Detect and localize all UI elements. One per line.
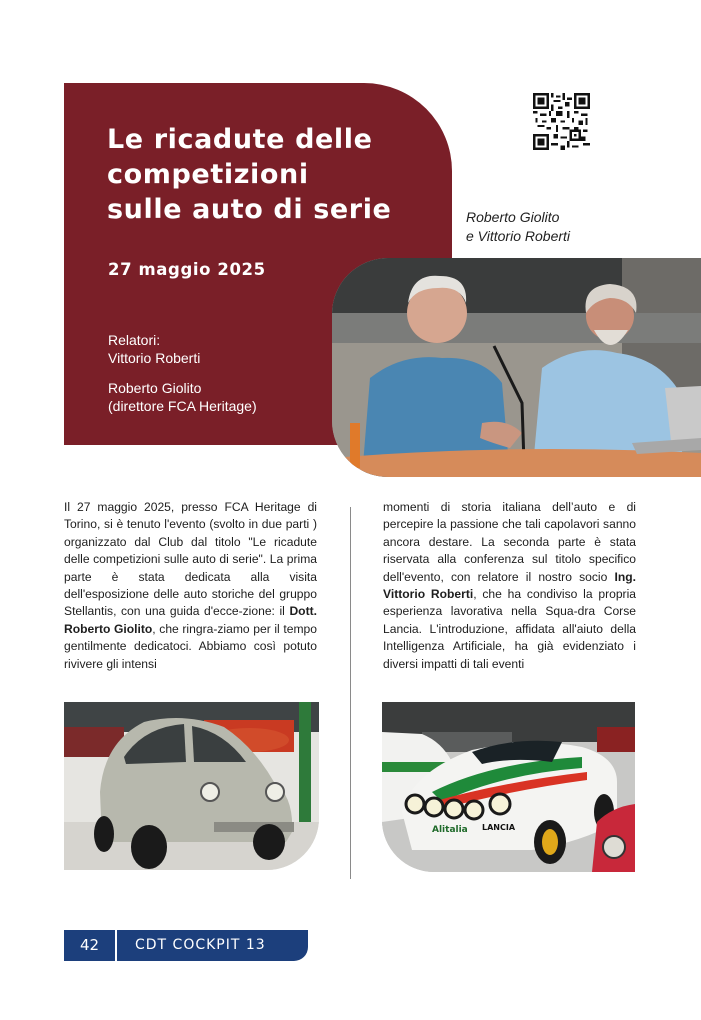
article-right-bold: Ing. Vittorio Roberti <box>383 569 636 602</box>
stratos-brand-text: LANCIA <box>482 823 516 832</box>
page-number: 42 <box>64 930 115 961</box>
title-line-2: competizioni <box>107 159 309 190</box>
conference-photo <box>332 258 701 477</box>
speaker-giolito: Roberto Giolito <box>108 380 202 396</box>
article-column-left <box>64 499 317 673</box>
column-divider <box>350 507 351 879</box>
author-2: e Vittorio Roberti <box>466 228 571 244</box>
lancia-stratos-photo <box>382 702 635 872</box>
speaker-giolito-role: (direttore FCA Heritage) <box>108 398 257 414</box>
article-left-text-1: Il 27 maggio 2025, presso FCA Heritage di Torino, si è tenuto l'evento (svolto in due parti ) organizzato dal Club dal titolo "Le ricadute delle competizioni sulle auto di serie". La prima parte è stata dedicata alla visita dell'esposizione delle auto storiche del gruppo Stellantis, con una guida d'ecce-zione: il <box>64 500 317 619</box>
speakers-block <box>108 331 338 427</box>
article-column-right <box>383 499 636 673</box>
magazine-name: CDT COCKPIT 13 <box>117 930 308 961</box>
authors-byline <box>466 208 570 246</box>
stratos-sponsor-text: Alitalia <box>432 825 468 835</box>
event-date: 27 maggio 2025 <box>108 260 266 279</box>
article-right-text-1: momenti di storia italiana dell’auto e di percepire la passione che tali capolavori sanno ancora destare. La seconda parte è stata riservata alla conferenza sul titolo specifico dell'evento, con relatore il nostro socio <box>383 500 636 584</box>
article-left-bold: Dott. Roberto Giolito <box>64 604 317 636</box>
speakers-label: Relatori: <box>108 332 161 348</box>
qr-code[interactable] <box>533 93 590 150</box>
author-1: Roberto Giolito <box>466 209 560 225</box>
title-line-1: Le ricadute delle <box>107 124 373 155</box>
article-right-text-2: , che ha condiviso la propria esperienza lavorativa nella Squa-dra Corse Lancia. L'introduzione, affidata all'aiuto della Intelligenza Artificiale, ha già evidenziato i diversi impatti di tali eventi <box>383 587 636 671</box>
title-line-3: sulle auto di serie <box>107 194 392 225</box>
fiat-600-photo <box>64 702 319 870</box>
article-title <box>107 122 427 227</box>
article-left-text-2: , che ringra-ziamo per il tempo gentilmente dedicatoci. Abbiamo così potuto rivivere gli intensi <box>64 621 317 671</box>
speaker-roberti: Vittorio Roberti <box>108 350 201 366</box>
